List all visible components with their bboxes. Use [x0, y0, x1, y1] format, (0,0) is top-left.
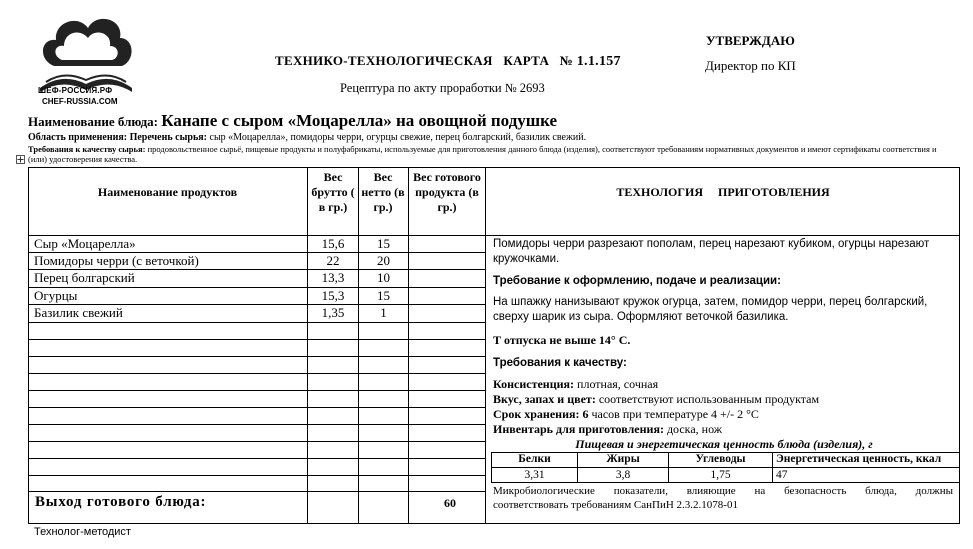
nutrition-header-fat: Жиры: [606, 453, 640, 465]
card-number: 1.1.157: [576, 54, 621, 69]
row-divider: [28, 475, 485, 476]
row-divider: [28, 390, 485, 391]
col-divider: [485, 167, 486, 524]
header-technology: ТЕХНОЛОГИЯ ПРИГОТОВЛЕНИЯ: [616, 185, 830, 199]
row-divider: [28, 287, 485, 288]
nutrition-value-protein: 3,31: [524, 469, 545, 481]
table-move-icon[interactable]: [16, 155, 25, 164]
row-divider: [28, 407, 485, 408]
ingredient-name: Базилик свежий: [34, 305, 123, 320]
micro-line-1: Микробиологические показатели, влияющие на безопасность блюда, должны: [493, 485, 953, 497]
card-title: ТЕХНИКО-ТЕХНОЛОГИЧЕСКАЯ КАРТА № 1.1.157: [275, 53, 621, 69]
col-divider: [307, 167, 308, 524]
nutrition-border: [491, 467, 960, 468]
ingredient-net: 20: [377, 253, 390, 268]
tech-step: Помидоры черри разрезают пополам, перец нарезают кубиком, огурцы нарезают кружочками.: [493, 238, 930, 265]
serving-temperature: Т отпуска не выше 14° С.: [493, 333, 631, 347]
dish-label: Наименование блюда:: [28, 114, 158, 129]
ingredient-gross: 1,35: [321, 305, 345, 320]
ingredient-name: Перец болгарский: [34, 270, 135, 285]
row-divider: [28, 235, 960, 236]
logo-text-ru: ШЕФ-РОССИЯ.РФ: [38, 86, 113, 95]
taste-row: Вкус, запах и цвет: соответствуют использованным продуктам: [493, 392, 820, 406]
storage-row: Срок хранения: 6 часов при температуре 4 +/- 2 °С: [493, 407, 759, 421]
ingredient-net: 15: [377, 288, 390, 303]
micro-line-2: соответствовать требованиям СанПиН 2.3.2.1078-01: [493, 499, 738, 511]
quality-label: Требования к качеству:: [493, 357, 627, 369]
row-divider: [28, 458, 485, 459]
card-subtitle: Рецептура по акту проработки № 2693: [340, 81, 545, 95]
row-divider: [28, 441, 485, 442]
row-divider: [28, 491, 485, 492]
ingredient-gross: 13,3: [321, 270, 345, 285]
requirements-text: Требования к качеству сырья: продовольственное сырьё, пищевые продукты и полуфабрикаты, используемые для приготовления данного блюда (изделия), соответствуют требованиям нормативных документов и имеют сертификаты соответствия и (или) удостоверения качества.: [28, 144, 937, 164]
nutrition-border: [772, 452, 773, 483]
raw-list-label: Перечень сырья:: [129, 132, 208, 143]
ingredient-gross: 15,6: [321, 236, 345, 251]
scope-label: Область применения:: [28, 132, 128, 143]
logo-text-en: CHEF-RUSSIA.COM: [42, 97, 118, 106]
header-ready-weight: Вес готового продукта (в гр.): [413, 170, 481, 214]
row-divider: [28, 339, 485, 340]
ingredient-gross: 22: [326, 253, 340, 268]
output-value: 60: [444, 496, 456, 510]
dish-name: Канапе с сыром «Моцарелла» на овощной подушке: [161, 111, 558, 130]
ingredient-name: Огурцы: [34, 288, 78, 303]
output-label: Выход готового блюда:: [35, 494, 207, 510]
serving-label: Требование к оформлению, подаче и реализации:: [493, 275, 781, 287]
nutrition-header-protein: Белки: [518, 453, 551, 465]
ingredient-net: 10: [377, 270, 390, 285]
dish-name-row: [28, 111, 557, 131]
col-divider: [358, 167, 359, 524]
scope-row: [28, 132, 586, 143]
ingredient-net: 1: [380, 305, 387, 320]
nutrition-value-fat: 3,8: [615, 469, 631, 481]
col-divider: [408, 167, 409, 524]
inventory-row: Инвентарь для приготовления: доска, нож: [493, 422, 723, 436]
raw-list: сыр «Моцарелла», помидоры черри, огурцы свежие, перец болгарский, базилик свежий.: [209, 132, 587, 143]
consistency-row: Консистенция: плотная, сочная: [493, 377, 659, 391]
header-gross-weight: Вес брутто ( в гр.): [311, 170, 355, 214]
nutrition-header-carbs: Углеводы: [695, 453, 746, 465]
ingredient-name: Помидоры черри (с веточкой): [34, 253, 199, 268]
requirements-label: Требования к качеству сырья:: [28, 144, 146, 154]
ingredient-gross: 15,3: [321, 288, 345, 303]
row-divider: [28, 424, 485, 425]
header-product-name: Наименование продуктов: [97, 185, 238, 199]
ingredient-net: 15: [377, 236, 390, 251]
nutrition-value-carbs: 1,75: [710, 469, 731, 481]
nutrition-header-energy: Энергетическая ценность, ккал: [776, 453, 942, 465]
row-divider: [28, 322, 485, 323]
nutrition-value-energy: 47: [776, 469, 788, 481]
ingredient-name: Сыр «Моцарелла»: [34, 236, 136, 251]
nutrition-border: [491, 482, 960, 483]
header-net-weight: Вес нетто (в гр.): [361, 170, 405, 214]
approve-heading: УТВЕРЖДАЮ: [706, 33, 795, 48]
row-divider: [28, 373, 485, 374]
signer-title: Технолог-методист: [34, 526, 131, 538]
serving-text: На шпажку нанизывают кружок огурца, затем, помидор черри, перец болгарский, сверху шарик из сыра. Оформляют веточкой базилика.: [493, 296, 928, 323]
approver-title: Директор по КП: [705, 58, 796, 73]
row-divider: [28, 356, 485, 357]
nutrition-title: Пищевая и энергетическая ценность блюда (изделия), г: [575, 437, 873, 451]
